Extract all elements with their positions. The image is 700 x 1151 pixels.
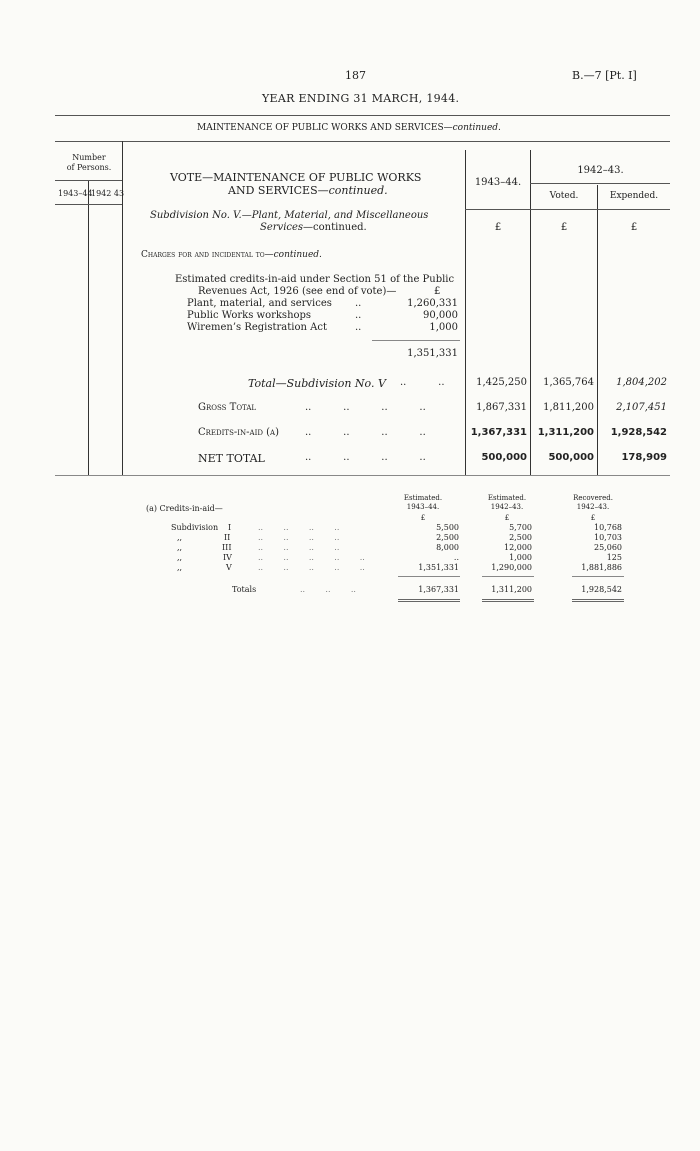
net-total-voted: 500,000: [548, 452, 594, 463]
credits-in-aid-est: 1,367,331: [470, 427, 527, 438]
credit-item-value: 90,000: [423, 310, 458, 321]
leader-dots: ..: [355, 322, 362, 333]
footnote-row-label: ,,: [177, 543, 183, 552]
leader-dots: .. .. .. ..: [258, 543, 340, 552]
col-header-1942-43: 1942–43.: [577, 165, 624, 176]
footnote-row-num: III: [222, 543, 232, 552]
credits-text-line1: Estimated credits-in-aid under Section 51 of the Public: [175, 274, 455, 285]
leader-dots: .. .. .. ..: [305, 427, 426, 438]
footnote-row-v2: 1,290,000: [491, 563, 532, 572]
footnote-row-v2: 12,000: [504, 543, 532, 552]
leader-dots: .. .. ..: [300, 585, 356, 594]
col-header-1943-44: 1943–44.: [474, 177, 522, 188]
leader-dots: .. .. .. ..: [305, 402, 426, 413]
credits-pound: £: [434, 286, 441, 297]
footnote-row-v2: 2,500: [509, 533, 532, 542]
col-header-expended: Expended.: [609, 191, 659, 201]
vote-title-line1: VOTE—MAINTENANCE OF PUBLIC WORKS: [170, 171, 422, 184]
footnote-total-v2: 1,311,200: [491, 585, 532, 594]
credit-item-label: Plant, material, and services: [187, 298, 332, 309]
footnote-pound: £: [420, 514, 426, 522]
footnote-totals-label: Totals: [232, 585, 257, 594]
footnote-row-num: I: [228, 523, 232, 532]
credits-in-aid-label: Credits-in-aid (a): [198, 427, 279, 438]
credits-in-aid-expended: 1,928,542: [610, 427, 667, 438]
subdivision-title-line1: Subdivision No. V.—Plant, Material, and Miscellaneous: [150, 210, 429, 221]
total-row-voted: 1,365,764: [543, 377, 594, 388]
document-reference: B.—7 [Pt. I]: [572, 69, 637, 82]
credits-text-line2: Revenues Act, 1926 (see end of vote)—: [198, 286, 397, 297]
leader-dots: .. .. .. ..: [258, 533, 340, 542]
gross-total-voted: 1,811,200: [543, 402, 594, 413]
persons-title-line1: Number: [72, 153, 106, 162]
footnote-col-header: Estimated.: [487, 494, 527, 502]
charges-heading: Charges for and incidental to—continued.: [141, 250, 322, 260]
net-total-est: 500,000: [481, 452, 527, 463]
net-total-label: NET TOTAL: [198, 452, 265, 465]
persons-col-1942: 1942 43: [91, 189, 125, 198]
leader-dots: ..: [355, 310, 362, 321]
pound-sign-voted: £: [560, 222, 568, 233]
leader-dots: ..: [355, 298, 362, 309]
footnote-row-num: V: [226, 563, 232, 572]
footnote-row-v1: ..: [453, 553, 459, 562]
credit-item-label: Public Works workshops: [187, 310, 312, 321]
footnote-row-v3: 25,060: [594, 543, 622, 552]
section-title: MAINTENANCE OF PUBLIC WORKS AND SERVICES—continued.: [197, 123, 501, 133]
footnote-row-v3: 10,768: [594, 523, 622, 532]
footnote-col-header-year: 1942–43.: [490, 503, 524, 511]
leader-dots: .. .. .. ..: [258, 523, 340, 532]
footnote-row-label: ,,: [177, 563, 183, 572]
footnote-col-header-year: 1942–43.: [576, 503, 610, 511]
footnote-row-label: ,,: [177, 533, 183, 542]
col-header-voted: Voted.: [549, 191, 579, 201]
credit-item-value: 1,260,331: [407, 298, 458, 309]
total-row-est: 1,425,250: [476, 377, 527, 388]
credits-subtotal: 1,351,331: [407, 348, 458, 359]
footnote-row-v2: 1,000: [509, 553, 532, 562]
footnote-row-v1: 8,000: [436, 543, 459, 552]
leader-dots: .. .. .. .. ..: [258, 553, 365, 562]
footnote-row-v1: 2,500: [436, 533, 459, 542]
gross-total-label: Gross Total: [198, 402, 257, 413]
subdivision-title-line2: Services—continued.: [260, 222, 367, 233]
leader-dots: .. .. .. .. ..: [258, 563, 365, 572]
footnote-row-num: II: [224, 533, 231, 542]
footnote-row-v1: 1,351,331: [418, 563, 459, 572]
footnote-label: (a) Credits-in-aid—: [146, 504, 223, 513]
footnote-pound: £: [504, 514, 510, 522]
year-heading: YEAR ENDING 31 MARCH, 1944.: [262, 92, 460, 105]
pound-sign-1943: £: [494, 222, 502, 233]
credits-in-aid-voted: 1,311,200: [537, 427, 594, 438]
vote-title-line2: AND SERVICES—continued.: [228, 184, 388, 197]
pound-sign-expended: £: [630, 222, 638, 233]
footnote-row-num: IV: [223, 553, 232, 562]
credit-item-value: 1,000: [429, 322, 458, 333]
footnote-row-v3: 10,703: [594, 533, 622, 542]
leader-dots: .. ..: [400, 377, 445, 388]
footnote-row-v1: 5,500: [436, 523, 459, 532]
persons-col-1943: 1943–44: [58, 189, 93, 198]
total-row-expended: 1,804,202: [616, 377, 667, 388]
total-row-label: Total—Subdivision No. V: [248, 377, 386, 390]
footnote-row-v2: 5,700: [509, 523, 532, 532]
footnote-row-label: ,,: [177, 553, 183, 562]
persons-title-line2: of Persons.: [66, 163, 112, 172]
footnote-row-v3: 125: [606, 553, 622, 562]
net-total-expended: 178,909: [621, 452, 667, 463]
footnote-col-header: Recovered.: [573, 494, 613, 502]
footnote-row-v3: 1,881,886: [581, 563, 622, 572]
footnote-total-v1: 1,367,331: [418, 585, 459, 594]
leader-dots: .. .. .. ..: [305, 452, 426, 463]
footnote-pound: £: [590, 514, 596, 522]
footnote-col-header-year: 1943–44.: [406, 503, 440, 511]
gross-total-expended: 2,107,451: [616, 402, 667, 413]
footnote-total-v3: 1,928,542: [581, 585, 622, 594]
footnote-row-label: Subdivision: [171, 523, 219, 532]
credit-item-label: Wiremen’s Registration Act: [187, 322, 327, 333]
footnote-col-header: Estimated.: [403, 494, 443, 502]
page-number: 187: [345, 69, 366, 82]
gross-total-est: 1,867,331: [476, 402, 527, 413]
